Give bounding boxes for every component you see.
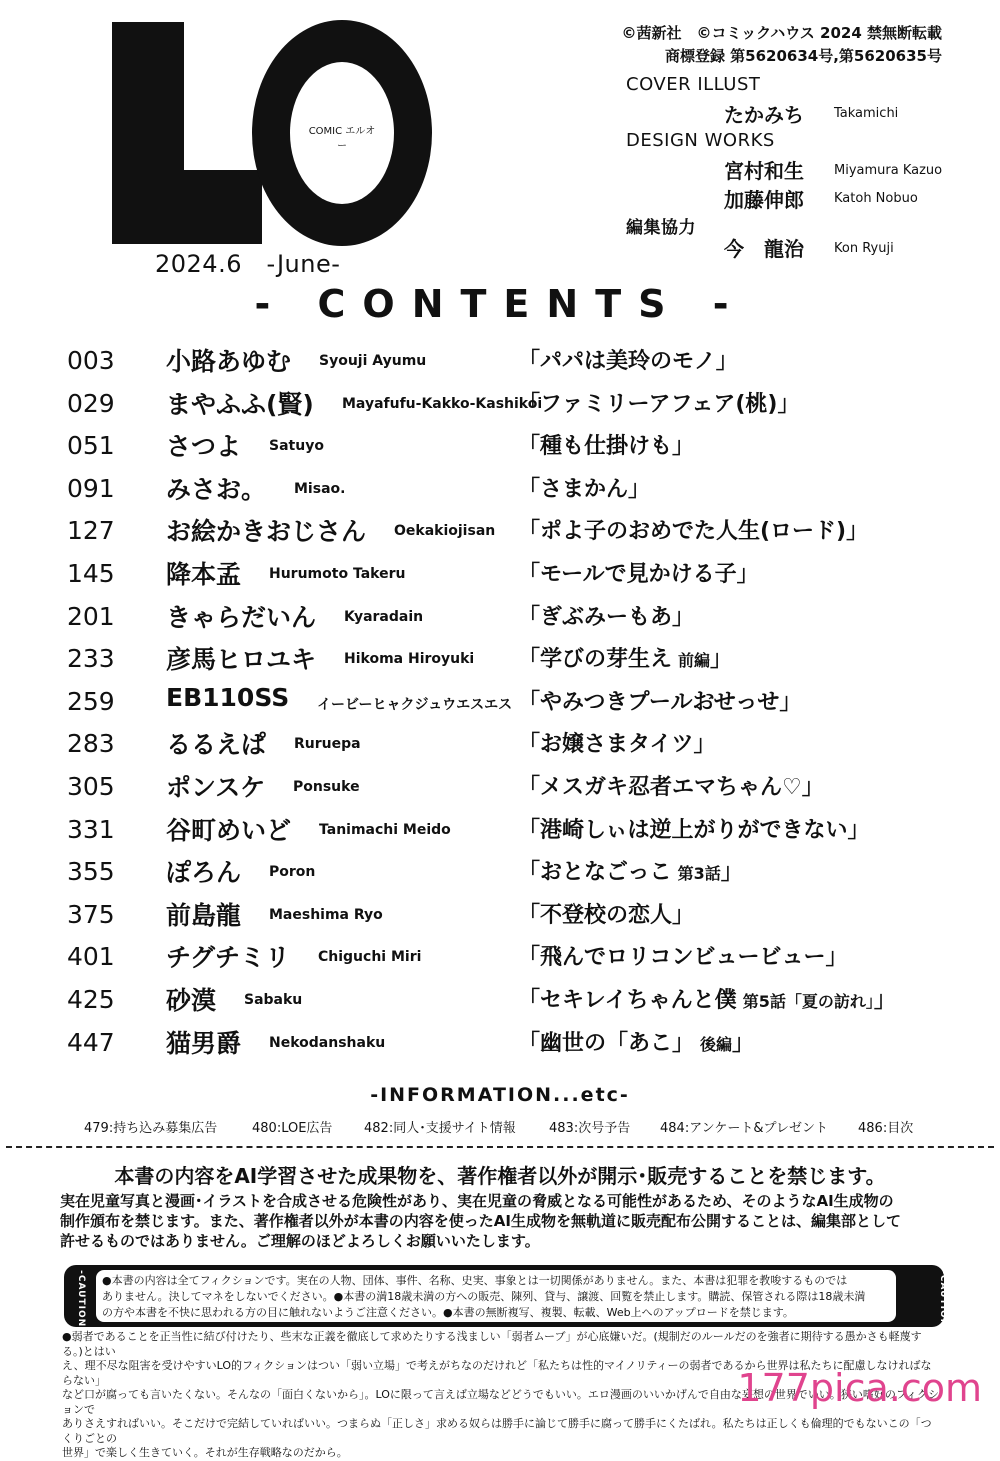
toc-page-number: 305: [67, 772, 115, 801]
toc-title-episode: 前編: [678, 651, 711, 671]
toc-author-roman: Mayafufu-Kakko-Kashikoi: [342, 395, 543, 412]
toc-title-text: 「不登校の恋人」: [518, 902, 695, 928]
toc-title-text: 「種も仕掛けも」: [518, 434, 695, 460]
toc-title-close: 」: [873, 988, 896, 1013]
toc-row: [0, 512, 1000, 554]
toc-row: [0, 342, 1000, 384]
toc-page-number: 201: [67, 601, 115, 631]
toc-title: [518, 642, 732, 673]
editor-name: 今 龍治: [724, 237, 804, 261]
toc-title-close: 」: [720, 860, 743, 886]
note-line: ●弱者であることを正当性に結び付けたり、些末な正義を徹底して求めたりする浅ましい「弱者ムーブ」が心底嫌いだ。(規制だのルールだのを強者に期待する愚かさも軽蔑する。)とはい: [62, 1330, 922, 1358]
designer-2-name: 加藤伸郎: [724, 188, 804, 212]
caution-line: ありません。決してマネをしないでください。●本書の満18歳未満の方への販売、陳列、貸与、譲渡、回覧を禁止します。購読、保管される際は18歳未満: [102, 1290, 866, 1303]
toc-title: [518, 898, 694, 929]
toc-author-roman: Syouji Ayumu: [319, 353, 427, 369]
toc-row: [0, 470, 1000, 512]
toc-author: きゃらだいん: [166, 602, 317, 632]
divider: [6, 1146, 994, 1148]
toc-page-number: 401: [67, 942, 115, 972]
ai-notice-heading: 本書の内容をAI学習させた成果物を、著作権者以外が開示･販売することを禁じます。: [114, 1164, 886, 1188]
ai-notice-body: [60, 1191, 960, 1251]
toc-page-number: 447: [67, 1027, 115, 1057]
info-item: 484:アンケート&プレゼント: [660, 1121, 829, 1136]
toc-row: [0, 555, 1000, 597]
toc-author-roman: Sabaku: [244, 992, 303, 1008]
toc-title-text: 「港崎しぃは逆上がりができない」: [518, 817, 870, 843]
toc-author: るるえぱ: [166, 730, 267, 760]
toc-author: さつよ: [166, 432, 242, 462]
toc-title-text: 「やみつきプールおせっせ」: [518, 689, 802, 715]
toc-title: [518, 983, 896, 1014]
toc-author-roman: Tanimachi Meido: [319, 821, 451, 838]
toc-title-text: 「メスガキ忍者エマちゃん♡」: [518, 775, 824, 800]
toc-page-number: 051: [67, 431, 115, 461]
trademark-line: 商標登録 第5620634号,第5620635号: [664, 47, 942, 65]
toc-author: 砂漠: [166, 986, 217, 1015]
toc-page-number: 127: [67, 516, 115, 546]
toc-row: [0, 853, 1000, 895]
toc-author: チグチミリ: [166, 943, 291, 973]
toc-row: [0, 683, 1000, 725]
toc-author-roman: Ruruepa: [294, 736, 361, 753]
cover-label: COVER ILLUST: [626, 74, 761, 95]
toc-title: [518, 940, 848, 971]
toc-row: [0, 896, 1000, 938]
toc-row: [0, 385, 1000, 427]
toc-row: [0, 981, 1000, 1023]
toc-author-roman: Hikoma Hiroyuki: [344, 651, 475, 668]
toc-row: [0, 768, 1000, 810]
info-item: 479:持ち込み募集広告: [84, 1121, 218, 1136]
toc-page-number: 331: [67, 814, 115, 844]
cover-artist-name: たかみち: [724, 103, 804, 127]
toc-page-number: 091: [67, 473, 115, 503]
toc-page-number: 145: [67, 559, 115, 588]
info-item: 482:同人･支援サイト情報: [364, 1121, 516, 1136]
toc-row: [0, 598, 1000, 640]
note-line: など口が腐っても言いたくない。そんなの「面白くないから」。LOに限って言えば立場などどうでもいい。エロ漫画のいいかげんで自由な妄想の世界でいい。狭い嗜好のフィクションで: [62, 1388, 940, 1416]
toc-title-episode: 第3話: [677, 864, 721, 884]
toc-page-number: 233: [67, 644, 115, 674]
toc-author: EB110SS: [166, 682, 290, 712]
toc-row: [0, 811, 1000, 853]
ai-notice-line: 許せるものではありません。ご理解のほどよろしくお願いいたします。: [60, 1232, 540, 1250]
toc-author-roman: Kyaradain: [344, 608, 424, 625]
caution-text: [102, 1273, 902, 1321]
logo-subtitle: COMIC エルオー: [308, 126, 376, 152]
toc-title: [518, 514, 868, 545]
toc-title-text: 「おとなごっこ: [518, 860, 672, 886]
toc-author: ポンスケ: [166, 773, 266, 802]
editor-roman: Kon Ryuji: [834, 241, 894, 256]
editing-label: 編集協力: [626, 218, 696, 238]
toc-row: [0, 640, 1000, 682]
toc-author-roman: Maeshima Ryo: [269, 906, 383, 923]
toc-author: 谷町めいど: [166, 815, 292, 845]
toc-author-roman: Hurumoto Takeru: [269, 566, 406, 582]
toc-title: [518, 600, 694, 631]
toc-page-number: 259: [67, 686, 115, 716]
information-title: -INFORMATION...etc-: [370, 1084, 630, 1106]
toc-author: 小路あゆむ: [166, 347, 292, 376]
toc-author: 彦馬ヒロユキ: [166, 645, 317, 675]
toc-author: ぽろん: [166, 858, 242, 888]
copyright-line: ©茜新社 ©コミックハウス 2024 禁無断転載: [621, 24, 942, 42]
note-line: え、理不尽な阻害を受けやすいLO的フィクションはつい「弱い立場」で考えがちなのだけれど「私たちは性的マイノリティーの弱者であるから世界は私たちに配慮しなければならない」: [62, 1359, 932, 1387]
toc-title: [518, 344, 738, 375]
toc-title-text: 「ポよ子のおめでた人生(ロード)」: [518, 519, 869, 545]
toc-title: [518, 813, 870, 844]
toc-title-text: 「飛んでロリコンビュービュー」: [518, 945, 848, 971]
logo-letter-l-foot: [112, 170, 262, 244]
toc-title-text: 「幽世の「あこ」: [518, 1030, 695, 1056]
info-item: 486:目次: [858, 1121, 914, 1136]
note-line: 世界」で楽しく生きていく。それが生存戦略なのだから。: [62, 1446, 348, 1459]
designer-1-roman: Miyamura Kazuo: [834, 163, 943, 178]
toc-title-close: 」: [732, 1030, 755, 1056]
toc-title-text: 「さまかん」: [518, 476, 651, 502]
watermark: 177pica.com: [737, 1366, 982, 1410]
toc-author: 降本孟: [166, 560, 242, 589]
designer-2-roman: Katoh Nobuo: [834, 191, 918, 206]
toc-author: みさお。: [166, 474, 267, 504]
toc-author: お絵かきおじさん: [166, 517, 367, 547]
toc-title-episode: 第5話「夏の訪れ」: [742, 992, 874, 1011]
toc-title-text: 「学びの芽生え: [518, 647, 673, 673]
toc-title-text: 「ファミリーアフェア(桃)」: [518, 391, 800, 417]
caution-side-label-left: -CAUTION-: [75, 1270, 86, 1332]
toc-title: [518, 855, 743, 886]
toc-title-text: 「ぎぶみーもあ」: [518, 604, 695, 630]
designer-1-name: 宮村和生: [724, 159, 804, 183]
caution-line: の方や本書を不快に思われる方の目に触れないようご注意ください。●本書の無断複写、複製、転載、Web上へのアップロードを禁じます。: [102, 1306, 794, 1319]
toc-author-roman: Satuyo: [269, 438, 324, 455]
toc-page-number: 029: [67, 388, 115, 418]
toc-author-roman: Oekakiojisan: [394, 523, 496, 540]
toc-title: [518, 429, 694, 460]
design-label: DESIGN WORKS: [626, 130, 775, 151]
contents-title: - CONTENTS -: [254, 282, 746, 326]
toc-author-roman: Ponsuke: [293, 779, 360, 795]
toc-title: [518, 685, 801, 716]
toc-row: [0, 725, 1000, 767]
note-line: ありさえすればいい。そこだけで完結していればいい。つまらぬ「正しさ」求める奴らは勝手に論じて勝手に腐って勝手にくたばれ。私たちは正しくも倫理的でもないこの「つくりごとの: [62, 1417, 932, 1445]
toc-author-roman: Poron: [269, 864, 316, 881]
toc-title-text: 「パパは美玲のモノ」: [518, 349, 738, 374]
toc-author-roman: Misao.: [294, 480, 346, 497]
toc-row: [0, 427, 1000, 469]
toc-title: [518, 727, 716, 758]
toc-row: [0, 938, 1000, 980]
toc-author: まやふふ(賢): [166, 389, 314, 419]
toc-author-roman: Chiguchi Miri: [318, 949, 422, 966]
toc-title-episode: 後編: [700, 1034, 733, 1054]
toc-title-close: 」: [710, 647, 733, 673]
toc-row: [0, 1024, 1000, 1066]
toc-title-text: 「セキレイちゃんと僕: [518, 988, 737, 1013]
ai-notice-line: 制作頒布を禁じます。また、著作権者以外が本書の内容を使ったAI生成物を無軌道に販売配布公開することは、編集部として: [60, 1212, 901, 1230]
issue-date: 2024.6 -June-: [155, 250, 341, 278]
toc-title: [518, 1026, 754, 1057]
caution-line: ●本書の内容は全てフィクションです。実在の人物、団体、事件、名称、史実、事象とは一切関係がありません。また、本書は犯罪を教唆するものでは: [102, 1274, 848, 1287]
toc-title: [518, 770, 824, 801]
toc-author: 猫男爵: [166, 1028, 242, 1058]
toc-page-number: 283: [67, 729, 115, 759]
toc-title-text: 「お嬢さまタイツ」: [518, 732, 716, 758]
ai-notice-line: 実在児童写真と漫画･イラストを合成させる危険性があり、実在児童の脅威となる可能性があるため、そのようなAI生成物の: [60, 1192, 894, 1210]
info-item: 483:次号予告: [549, 1121, 631, 1136]
info-item: 480:LOE広告: [252, 1121, 333, 1136]
toc-author: 前島龍: [166, 900, 242, 930]
toc-title: [518, 557, 759, 588]
toc-author-roman: Nekodanshaku: [269, 1034, 386, 1051]
toc-page-number: 375: [67, 899, 115, 929]
toc-page-number: 425: [67, 985, 115, 1014]
toc-page-number: 355: [67, 857, 115, 887]
toc-author-roman: イービーヒャクジュウエスエス: [317, 696, 513, 713]
toc-title: [518, 387, 799, 418]
toc-page-number: 003: [67, 346, 115, 375]
toc-title-text: 「モールで見かける子」: [518, 562, 759, 587]
toc-title: [518, 472, 650, 503]
cover-artist-roman: Takamichi: [834, 106, 899, 121]
caution-side-label-right: -CAUTION-: [937, 1270, 948, 1332]
